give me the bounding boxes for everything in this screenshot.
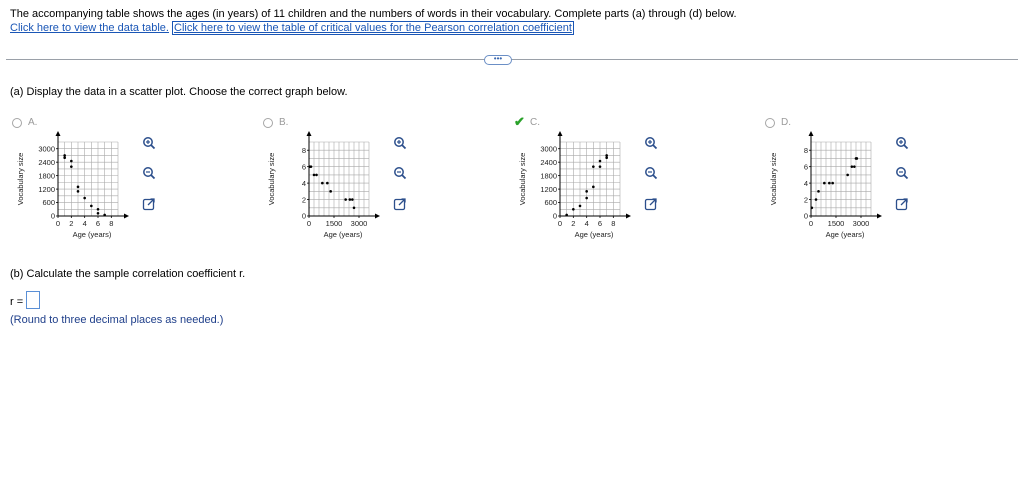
data-point: [585, 190, 588, 193]
choice-b-radio[interactable]: [263, 118, 273, 128]
y-axis-label: Vocabulary size: [267, 152, 276, 206]
data-point: [90, 205, 93, 208]
data-point: [856, 157, 859, 160]
y-tick-label: 2400: [540, 157, 557, 167]
y-axis-arrow: [56, 131, 61, 136]
y-tick-label: 6: [301, 162, 306, 172]
x-tick-label: 4: [584, 219, 589, 228]
y-tick-label: 0: [803, 211, 808, 221]
data-point: [97, 208, 100, 211]
x-axis-label: Age (years): [825, 230, 865, 239]
data-point: [63, 156, 66, 159]
open-new-window-icon[interactable]: [644, 197, 658, 211]
y-axis-arrow: [558, 131, 563, 136]
choice-c-letter: C.: [530, 117, 540, 128]
choice-d[interactable]: [765, 116, 1005, 256]
choice-a-scatter-plot: [12, 132, 137, 242]
r-label: r =: [10, 296, 24, 308]
choice-c[interactable]: [514, 116, 754, 256]
data-point: [605, 156, 608, 159]
x-tick-label: 4: [82, 219, 87, 228]
x-tick-label: 3000: [852, 219, 870, 228]
data-point: [846, 174, 849, 177]
y-axis-label: Vocabulary size: [16, 152, 25, 206]
x-tick-label: 0: [808, 219, 814, 228]
y-tick-label: 6: [803, 162, 808, 172]
data-point: [83, 197, 86, 200]
data-point: [579, 205, 582, 208]
x-axis-label: Age (years): [323, 230, 363, 239]
zoom-out-icon[interactable]: [895, 166, 909, 180]
data-point: [353, 206, 356, 209]
y-tick-label: 0: [50, 211, 55, 221]
data-point: [326, 182, 329, 185]
x-tick-label: 3000: [350, 219, 368, 228]
y-tick-label: 3000: [540, 144, 557, 154]
data-table-link[interactable]: Click here to view the data table.: [10, 22, 169, 34]
data-point: [329, 190, 332, 193]
zoom-out-icon[interactable]: [142, 166, 156, 180]
y-tick-label: 4: [803, 178, 808, 188]
x-tick-label: 8: [109, 219, 114, 228]
y-tick-label: 2400: [38, 157, 55, 167]
zoom-out-icon[interactable]: [393, 166, 407, 180]
open-new-window-icon[interactable]: [142, 197, 156, 211]
instructions-text: The accompanying table shows the ages (in years) of 11 children and the numbers of words in their vocabulary. Complete parts (a) through (d) below.: [10, 8, 737, 20]
data-point: [77, 186, 80, 189]
y-tick-label: 2: [301, 195, 306, 205]
data-point: [565, 214, 568, 217]
choice-b-scatter-plot: [263, 132, 388, 242]
y-axis-label: Vocabulary size: [518, 152, 527, 206]
data-point: [77, 190, 80, 193]
expand-button[interactable]: •••: [484, 55, 512, 65]
y-tick-label: 0: [301, 211, 306, 221]
data-point: [70, 165, 73, 168]
x-axis-arrow: [626, 214, 631, 219]
y-tick-label: 2: [803, 195, 808, 205]
data-point: [831, 182, 834, 185]
choice-a-letter: A.: [28, 117, 38, 128]
data-point: [828, 182, 831, 185]
data-point: [592, 186, 595, 189]
instructions-block: [10, 8, 737, 35]
part-a-prompt: (a) Display the data in a scatter plot. Choose the correct graph below.: [10, 86, 348, 98]
choice-d-letter: D.: [781, 117, 791, 128]
data-point: [599, 160, 602, 163]
y-tick-label: 4: [301, 178, 306, 188]
data-point: [351, 198, 354, 201]
y-tick-label: 1200: [540, 184, 557, 194]
x-tick-label: 1500: [827, 219, 845, 228]
x-tick-label: 6: [95, 219, 101, 228]
data-point: [851, 165, 854, 168]
y-tick-label: 1200: [38, 184, 55, 194]
data-point: [344, 198, 347, 201]
choice-a[interactable]: [12, 116, 252, 256]
x-axis-label: Age (years): [72, 230, 112, 239]
y-axis-label: Vocabulary size: [769, 152, 778, 206]
open-new-window-icon[interactable]: [393, 197, 407, 211]
data-point: [313, 174, 316, 177]
y-tick-label: 1800: [38, 171, 55, 181]
r-answer-input[interactable]: [26, 291, 40, 309]
data-point: [97, 212, 100, 215]
x-axis-label: Age (years): [574, 230, 614, 239]
y-tick-label: 0: [552, 211, 557, 221]
open-new-window-icon[interactable]: [895, 197, 909, 211]
rounding-note: (Round to three decimal places as needed.): [10, 314, 224, 326]
choice-a-radio[interactable]: [12, 118, 22, 128]
x-tick-label: 1500: [325, 219, 343, 228]
data-point: [817, 190, 820, 193]
data-point: [823, 182, 826, 185]
correct-checkmark-icon: ✔: [514, 114, 525, 129]
x-tick-label: 0: [55, 219, 61, 228]
data-point: [321, 182, 324, 185]
y-tick-label: 600: [42, 198, 55, 208]
data-point: [592, 165, 595, 168]
zoom-in-icon[interactable]: [393, 136, 407, 150]
data-point: [63, 154, 66, 157]
part-b-prompt: (b) Calculate the sample correlation coefficient r.: [10, 268, 246, 280]
critical-values-link[interactable]: Click here to view the table of critical values for the Pearson correlation coefficient: [174, 22, 572, 34]
zoom-out-icon[interactable]: [644, 166, 658, 180]
zoom-in-icon[interactable]: [644, 136, 658, 150]
x-tick-label: 0: [306, 219, 312, 228]
data-point: [310, 165, 313, 168]
zoom-in-icon[interactable]: [142, 136, 156, 150]
data-point: [811, 206, 814, 209]
x-tick-label: 0: [557, 219, 563, 228]
choice-c-scatter-plot: [514, 132, 639, 242]
y-tick-label: 600: [544, 198, 557, 208]
data-point: [853, 165, 856, 168]
x-tick-label: 6: [597, 219, 603, 228]
section-divider: [6, 59, 1018, 60]
x-axis-arrow: [877, 214, 882, 219]
data-point: [605, 154, 608, 157]
y-axis-arrow: [809, 131, 814, 136]
x-axis-arrow: [124, 214, 129, 219]
choice-b-letter: B.: [279, 117, 289, 128]
data-point: [70, 160, 73, 163]
y-tick-label: 8: [301, 145, 306, 155]
data-point: [815, 198, 818, 201]
y-axis-arrow: [307, 131, 312, 136]
data-point: [599, 165, 602, 168]
data-point: [349, 198, 352, 201]
choice-d-scatter-plot: [765, 132, 890, 242]
zoom-in-icon[interactable]: [895, 136, 909, 150]
x-tick-label: 2: [571, 219, 576, 228]
data-point: [103, 214, 106, 217]
choice-d-radio[interactable]: [765, 118, 775, 128]
data-point: [572, 208, 575, 211]
x-tick-label: 2: [69, 219, 74, 228]
data-point: [315, 174, 318, 177]
data-point: [585, 197, 588, 200]
x-tick-label: 8: [611, 219, 616, 228]
x-axis-arrow: [375, 214, 380, 219]
y-tick-label: 3000: [38, 144, 55, 154]
y-tick-label: 8: [803, 145, 808, 155]
choice-b[interactable]: [263, 116, 503, 256]
y-tick-label: 1800: [540, 171, 557, 181]
